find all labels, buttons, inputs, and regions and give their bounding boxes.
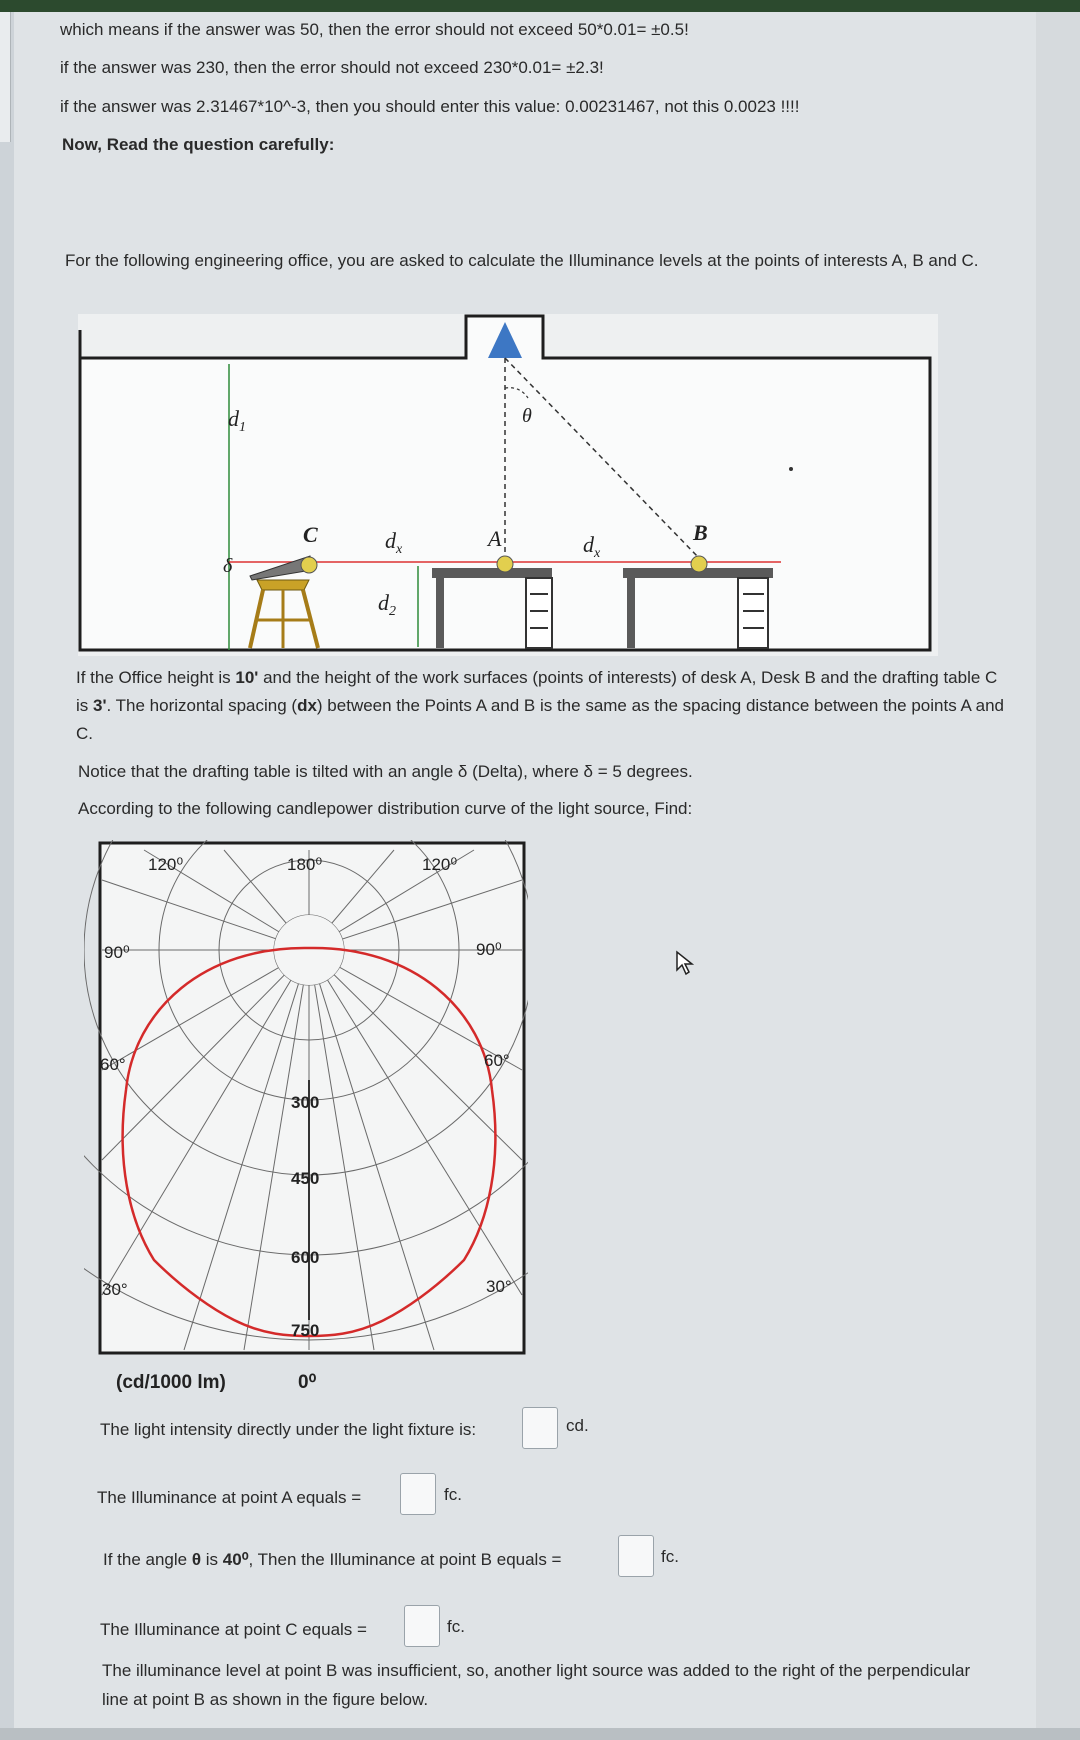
angle-180: 180⁰ xyxy=(287,855,323,874)
q3-label: If the angle θ is 40⁰, Then the Illuminance at point B equals = xyxy=(103,1550,562,1569)
angle-120-right: 120⁰ xyxy=(422,855,458,874)
value-600: 600 xyxy=(291,1248,320,1267)
question-according: According to the following candlepower distribution curve of the light source, Find: xyxy=(78,799,693,818)
mouse-cursor-icon xyxy=(675,950,699,978)
label-C: C xyxy=(303,522,318,547)
right-scroll-area[interactable] xyxy=(1036,12,1080,1740)
label-dx-left: $d_x$ xyxy=(385,528,403,557)
value-300: 300 xyxy=(291,1093,320,1112)
intro-line-1: which means if the answer was 50, then the error should not exceed 50*0.01= ±0.5! xyxy=(60,20,689,39)
candlepower-polar-chart xyxy=(84,840,528,1404)
q4-label: The Illuminance at point C equals = xyxy=(100,1620,367,1639)
intro-line-2: if the answer was 230, then the error should not exceed 230*0.01= ±2.3! xyxy=(60,58,604,77)
q2-unit: fc. xyxy=(444,1485,462,1504)
q1-answer-input[interactable] xyxy=(522,1407,558,1449)
angle-120-left: 120⁰ xyxy=(148,855,184,874)
read-carefully: Now, Read the question carefully: xyxy=(62,135,335,154)
label-d1: $d_1$ xyxy=(228,406,246,435)
label-B: B xyxy=(693,520,708,545)
q4-unit: fc. xyxy=(447,1617,465,1636)
value-750: 750 xyxy=(291,1321,320,1340)
angle-90-right: 90⁰ xyxy=(476,940,502,959)
angle-60-right: 60° xyxy=(484,1051,510,1070)
q2-answer-input[interactable] xyxy=(400,1473,436,1515)
label-delta: δ xyxy=(223,555,233,577)
polar-unit-label: (cd/1000 lm) xyxy=(116,1372,226,1393)
left-edge xyxy=(0,12,11,142)
q4-answer-input[interactable] xyxy=(404,1605,440,1647)
polar-zero-label: 0⁰ xyxy=(298,1372,317,1393)
label-theta: θ xyxy=(522,405,532,427)
q1-label: The light intensity directly under the light fixture is: xyxy=(100,1420,477,1439)
label-d2: $d_2$ xyxy=(378,590,396,619)
top-bar xyxy=(0,0,1080,12)
footer-note: The illuminance level at point B was insufficient, so, another light source was added to the right of the perpendicular line at point B as shown in the figure below. xyxy=(102,1661,971,1709)
angle-90-left: 90⁰ xyxy=(104,943,130,962)
q1-unit: cd. xyxy=(566,1416,589,1435)
office-illustration xyxy=(78,314,938,656)
q3-unit: fc. xyxy=(661,1547,679,1566)
q2-label: The Illuminance at point A equals = xyxy=(97,1488,362,1507)
question-intro: For the following engineering office, you are asked to calculate the Illuminance levels at the points of interests A, B and C. xyxy=(65,251,979,270)
angle-30-left: 30° xyxy=(102,1280,128,1299)
value-450: 450 xyxy=(291,1169,320,1188)
angle-60-left: 60° xyxy=(100,1055,126,1074)
question-office-height: If the Office height is 10' and the height of the work surfaces (points of interests) of desk A, Desk B and the drafting table C is 3'. The horizontal spacing (dx) between the Points A and B is the same as the spacing distance between the points A and C. xyxy=(76,668,1004,743)
q3-answer-input[interactable] xyxy=(618,1535,654,1577)
label-A: A xyxy=(488,526,502,551)
label-dx-right: $d_x$ xyxy=(583,532,601,561)
bottom-bar xyxy=(0,1728,1080,1740)
angle-30-right: 30° xyxy=(486,1277,512,1296)
question-notice: Notice that the drafting table is tilted with an angle δ (Delta), where δ = 5 degrees. xyxy=(78,762,693,781)
intro-line-3: if the answer was 2.31467*10^-3, then you should enter this value: 0.00231467, not this 0.0023 !!!! xyxy=(60,97,800,116)
